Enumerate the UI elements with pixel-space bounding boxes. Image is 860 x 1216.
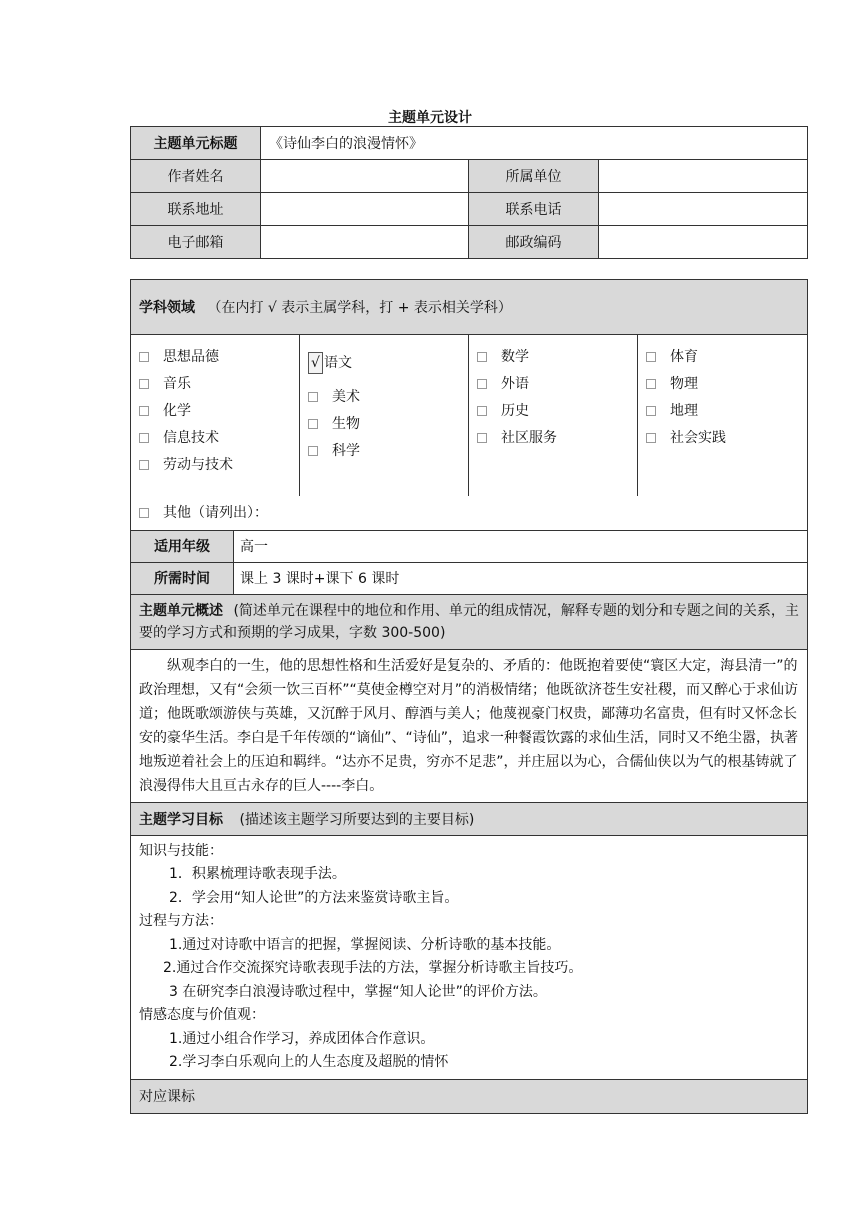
grade-label: 适用年级 xyxy=(131,530,234,562)
subject-column-1 xyxy=(131,335,300,497)
grade-value[interactable]: 高一 xyxy=(234,530,808,562)
checkbox-icon[interactable] xyxy=(139,508,149,518)
goal-item: 3 在研究李白浪漫诗歌过程中，掌握“知人论世”的评价方法。 xyxy=(169,983,547,1000)
unit-label: 所属单位 xyxy=(469,160,599,193)
checkbox-icon[interactable] xyxy=(139,460,149,470)
topic-title-label: 主题单元标题 xyxy=(131,127,261,160)
time-value[interactable]: 课上 3 课时+课下 6 课时 xyxy=(234,562,808,594)
address-label: 联系地址 xyxy=(131,193,261,226)
checkbox-icon[interactable] xyxy=(308,392,318,402)
subject-column-2 xyxy=(300,335,469,497)
subject-option[interactable]: 数学 xyxy=(477,343,629,370)
other-subjects-row[interactable] xyxy=(131,496,808,530)
checkbox-icon[interactable] xyxy=(646,379,656,389)
subject-column-3 xyxy=(469,335,638,497)
checkbox-icon[interactable] xyxy=(477,352,487,362)
subject-option[interactable]: 生物 xyxy=(308,410,460,437)
time-label: 所需时间 xyxy=(131,562,234,594)
subject-column-4 xyxy=(638,335,808,497)
author-name-field[interactable] xyxy=(261,160,469,193)
goal-item: 2.通过合作交流探究诗歌表现手法的方法，掌握分析诗歌主旨技巧。 xyxy=(163,960,583,976)
checkbox-icon[interactable] xyxy=(477,379,487,389)
checkbox-icon[interactable] xyxy=(646,352,656,362)
overview-header xyxy=(131,594,808,649)
document-title: 主题单元设计 xyxy=(388,110,472,126)
subject-option[interactable]: 思想品德 xyxy=(139,343,291,370)
overview-body[interactable]: 纵观李白的一生，他的思想性格和生活爱好是复杂的、矛盾的：他既抱着要使“寰区大定，海县清一”的政治理想，又有“会须一饮三百杯”“莫使金樽空对月”的消极情绪；他既欲济苍生安社稷，而又醉心于求仙访道；他既歌颂游侠与英雄，又沉醉于风月、醇酒与美人；他蔑视豪门权贵，鄙薄功名富贵，但有时又怀念长安的豪华生活。李白是千年传颂的“谪仙”、“诗仙”，追求一种餐霞饮露的求仙生活，同时又不绝尘嚣，执著地叛逆着社会上的压迫和羁绊。“达亦不足贵，穷亦不足悲”，并庄屈以为心，合儒仙侠以为气的根基铸就了浪漫得伟大且亘古永存的巨人----李白。 xyxy=(131,649,808,802)
postal-code-field[interactable] xyxy=(599,226,808,259)
checkbox-icon[interactable] xyxy=(308,446,318,456)
goal-item: 2．学会用“知人论世”的方法来鉴赏诗歌主旨。 xyxy=(169,889,459,906)
subject-option[interactable]: 外语 xyxy=(477,370,629,397)
subject-option[interactable]: 美术 xyxy=(308,383,460,410)
overview-hint: (简述单元在课程中的地位和作用、单元的组成情况，解释专题的划分和专题之间的关系，主要的学习方式和预期的学习成果，字数 300-500) xyxy=(139,602,799,641)
subject-option[interactable]: 地理 xyxy=(646,397,799,424)
checkbox-icon[interactable] xyxy=(308,419,318,429)
goal-item: 1.通过小组合作学习，养成团体合作意识。 xyxy=(169,1030,435,1047)
checkbox-icon[interactable] xyxy=(477,433,487,443)
subject-option-other[interactable]: 其他（请列出）： xyxy=(139,499,799,526)
subject-option[interactable]: 化学 xyxy=(139,397,291,424)
phone-label: 联系电话 xyxy=(469,193,599,226)
subject-option[interactable]: 物理 xyxy=(646,370,799,397)
postal-code-label: 邮政编码 xyxy=(469,226,599,259)
email-label: 电子邮箱 xyxy=(131,226,261,259)
overview-heading: 主题单元概述 xyxy=(139,602,223,619)
email-field[interactable] xyxy=(261,226,469,259)
unit-field[interactable] xyxy=(599,160,808,193)
header-info-table xyxy=(130,126,808,259)
checkbox-icon[interactable] xyxy=(477,406,487,416)
goal-section-title: 情感态度与价值观： xyxy=(139,1007,265,1023)
checkmark-icon[interactable]: √ xyxy=(308,352,323,374)
subject-area-instruction: （在内打 √ 表示主属学科，打 + 表示相关学科） xyxy=(207,300,512,316)
standards-label: 对应课标 xyxy=(131,1079,808,1113)
goal-item: 2.学习李白乐观向上的人生态度及超脱的情怀 xyxy=(169,1054,449,1070)
address-field[interactable] xyxy=(261,193,469,226)
goal-section-title: 过程与方法： xyxy=(139,913,223,929)
checkbox-icon[interactable] xyxy=(646,433,656,443)
checkbox-icon[interactable] xyxy=(646,406,656,416)
goals-hint: (描述该主题学习所要达到的主要目标) xyxy=(239,811,475,828)
subject-option[interactable]: 社会实践 xyxy=(646,424,799,451)
subject-option-checked[interactable]: √ 语文 xyxy=(308,343,460,383)
subject-option[interactable]: 体育 xyxy=(646,343,799,370)
subject-option[interactable]: 历史 xyxy=(477,397,629,424)
subject-option[interactable]: 科学 xyxy=(308,437,460,464)
phone-field[interactable] xyxy=(599,193,808,226)
subject-area-heading: 学科领域 xyxy=(139,300,195,316)
checkbox-icon[interactable] xyxy=(139,352,149,362)
goals-heading: 主题学习目标 xyxy=(139,811,223,828)
goals-body[interactable] xyxy=(131,835,808,1079)
author-name-label: 作者姓名 xyxy=(131,160,261,193)
main-design-table xyxy=(130,279,808,1114)
subject-area-header xyxy=(131,280,808,335)
goal-item: 1.通过对诗歌中语言的把握，掌握阅读、分析诗歌的基本技能。 xyxy=(169,936,561,953)
subject-option[interactable]: 劳动与技术 xyxy=(139,451,291,478)
subject-option[interactable]: 信息技术 xyxy=(139,424,291,451)
checkbox-icon[interactable] xyxy=(139,379,149,389)
goal-item: 1．积累梳理诗歌表现手法。 xyxy=(169,866,346,882)
goals-header xyxy=(131,802,808,835)
topic-title-value[interactable]: 《诗仙李白的浪漫情怀》 xyxy=(261,127,808,160)
checkbox-icon[interactable] xyxy=(139,406,149,416)
checkbox-icon[interactable] xyxy=(139,433,149,443)
subject-option[interactable]: 社区服务 xyxy=(477,424,629,451)
subject-option[interactable]: 音乐 xyxy=(139,370,291,397)
goal-section-title: 知识与技能： xyxy=(139,842,223,859)
